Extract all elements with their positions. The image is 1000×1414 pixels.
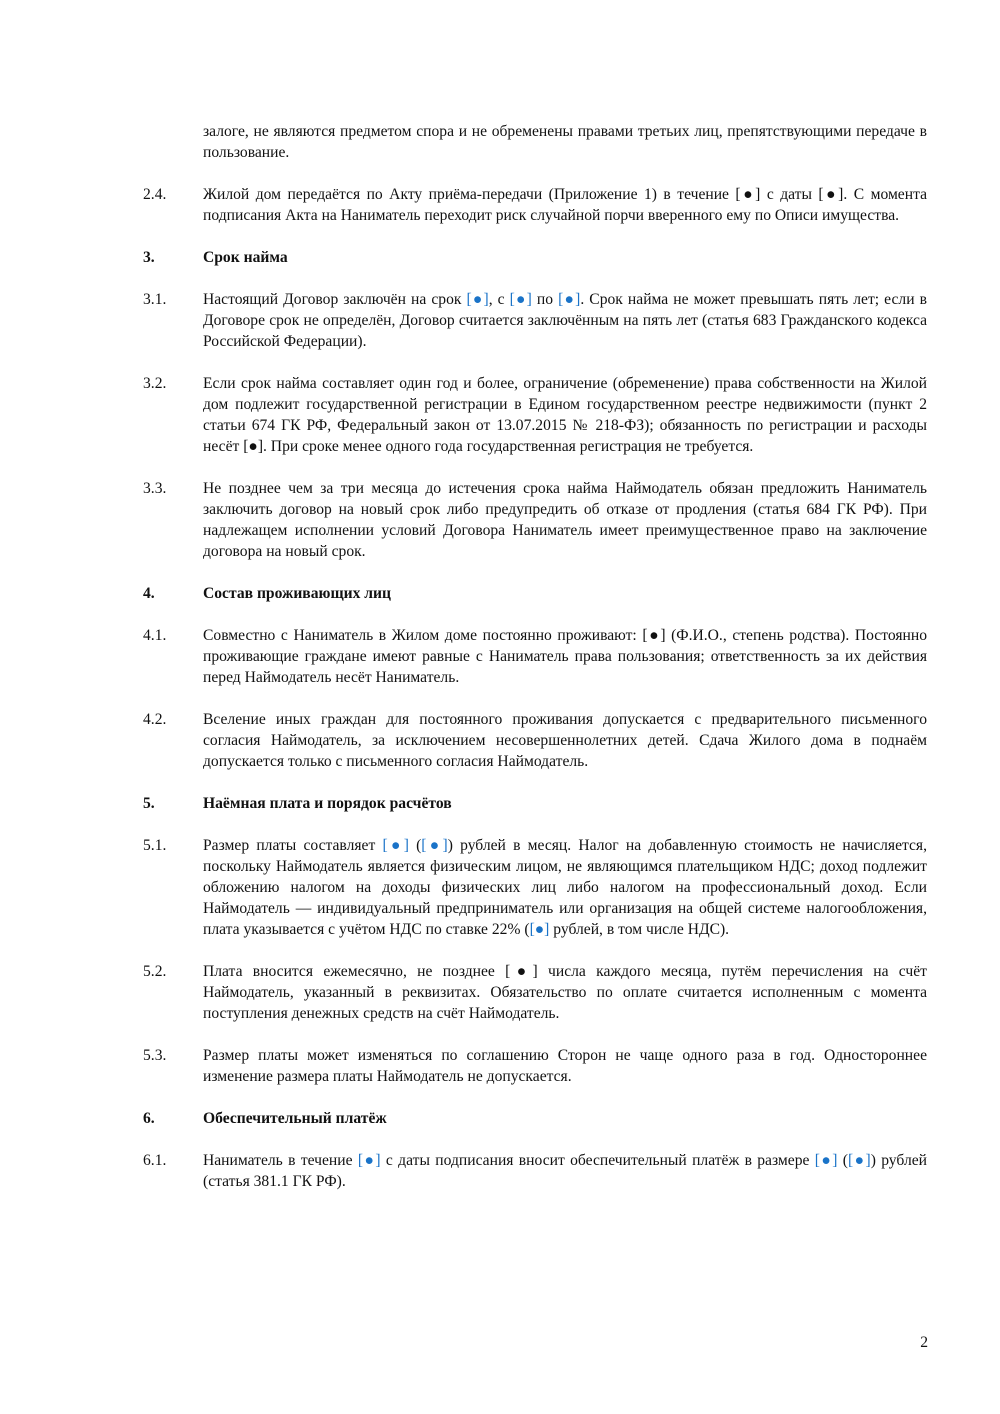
- continuation-paragraph: залоге, не являются предметом спора и не обременены правами третьих лиц, препятствующими передаче в пользование.: [203, 123, 927, 161]
- text-run: . Срок найма не может превышать пять лет; если в Договоре срок не определён, Договор считается заключённым на пять лет (статья 683 Гражданского кодекса Российской Федерации).: [203, 291, 927, 350]
- clause-text: Совместно с Наниматель в Жилом доме постоянно проживают: [●] (Ф.И.О., степень родства). Постоянно проживающие граждане имеют равные с Наниматель права пользования; ответственность за их действия перед Наймодатель несёт Наниматель.: [203, 627, 927, 686]
- clause-4-2: [143, 709, 927, 772]
- text-run: рублей, в том числе НДС).: [549, 921, 730, 938]
- clause-text: Не позднее чем за три месяца до истечения срока найма Наймодатель обязан предложить Наниматель заключить договор на новый срок либо предупредить об отказе от продления (статья 684 ГК РФ). При надлежащем исполнении условий Договора Наниматель имеет преимущественное право на заключение договора на новый срок.: [203, 480, 927, 560]
- clause-text: Вселение иных граждан для постоянного проживания допускается с предварительного письменного согласия Наймодатель, за исключением несовершеннолетних детей. Сдача Жилого дома в поднаём допускается только с письменного согласия Наймодатель.: [203, 711, 927, 770]
- text-run: (: [837, 1152, 848, 1169]
- clause-number: 3.2.: [143, 375, 167, 392]
- clause-2-4: [143, 184, 927, 226]
- clause-number: 6.1.: [143, 1152, 167, 1169]
- text-run: Наниматель в течение: [203, 1152, 358, 1169]
- clause-number: 3.1.: [143, 291, 167, 308]
- section-3-heading: [143, 247, 927, 268]
- clause-6-1: [143, 1150, 927, 1192]
- section-title: Обеспечительный платёж: [203, 1110, 387, 1127]
- section-4-heading: [143, 583, 927, 604]
- placeholder-field[interactable]: [●]: [509, 291, 532, 308]
- clause-5-3: [143, 1045, 927, 1087]
- clause-text: [203, 289, 927, 352]
- document-body: [143, 121, 927, 1213]
- section-number: 3.: [143, 249, 155, 266]
- text-run: по: [531, 291, 559, 308]
- clause-3-1: [143, 289, 927, 352]
- clause-3-3: [143, 478, 927, 562]
- text-run: , с: [488, 291, 510, 308]
- placeholder-field[interactable]: [●]: [382, 837, 409, 854]
- text-run: Размер платы составляет: [203, 837, 383, 854]
- clause-text: Жилой дом передаётся по Акту приёма-передачи (Приложение 1) в течение [●] с даты [●]. С момента подписания Акта на Наниматель переходит риск случайной порчи вверенного ему по Описи имущества.: [203, 186, 927, 224]
- text-run: ) рублей (статья 381.1 ГК РФ).: [203, 1152, 927, 1190]
- placeholder-field[interactable]: [●]: [466, 291, 489, 308]
- section-6-heading: [143, 1108, 927, 1129]
- text-run: (: [408, 837, 422, 854]
- clause-5-1: [143, 835, 927, 940]
- clause-number: 5.2.: [143, 963, 167, 980]
- section-number: 4.: [143, 585, 155, 602]
- page-number: 2: [920, 1334, 928, 1351]
- text-run: ) рублей в месяц. Налог на добавленную стоимость не начисляется, поскольку Наймодатель является физическим лицом, не являющимся плательщиком НДС; доход подлежит обложению налогом на доходы физических лиц либо налогом на профессиональный доход. Если Наймодатель — индивидуальный предприниматель или организация на общей системе налогообложения, плата указывается с учётом НДС по ставке 22% (: [203, 837, 927, 938]
- placeholder-field[interactable]: [●]: [558, 291, 581, 308]
- text-run: с даты подписания вносит обеспечительный платёж в размере: [380, 1152, 815, 1169]
- placeholder-field[interactable]: [●]: [529, 921, 550, 938]
- clause-number: 3.3.: [143, 480, 167, 497]
- placeholder-field[interactable]: [●]: [848, 1152, 871, 1169]
- clause-number: 5.3.: [143, 1047, 167, 1064]
- section-number: 6.: [143, 1110, 155, 1127]
- clause-text: Если срок найма составляет один год и более, ограничение (обременение) права собственности на Жилой дом подлежит государственной регистрации в Едином государственном реестре недвижимости (пункт 2 статьи 674 ГК РФ, Федеральный закон от 13.07.2015 № 218-ФЗ); обязанность по регистрации и расходы несёт [●]. При сроке менее одного года государственная регистрация не требуется.: [203, 375, 927, 455]
- clause-4-1: [143, 625, 927, 688]
- section-number: 5.: [143, 795, 155, 812]
- section-title: Наёмная плата и порядок расчётов: [203, 795, 452, 812]
- text-run: Настоящий Договор заключён на срок: [203, 291, 467, 308]
- placeholder-field[interactable]: [●]: [357, 1152, 381, 1169]
- section-title: Состав проживающих лиц: [203, 585, 392, 602]
- clause-number: 2.4.: [143, 186, 167, 203]
- placeholder-field[interactable]: [●]: [421, 837, 448, 854]
- clause-3-2: [143, 373, 927, 457]
- clause-text: Плата вносится ежемесячно, не позднее [●] числа каждого месяца, путём перечисления на счёт Наймодатель, указанный в реквизитах. Обязательство по оплате считается исполненным с момента поступления денежных средств на счёт Наймодатель.: [203, 963, 927, 1022]
- placeholder-field[interactable]: [●]: [814, 1152, 838, 1169]
- clause-number: 4.1.: [143, 627, 167, 644]
- clause-number: 4.2.: [143, 711, 167, 728]
- clause-5-2: [143, 961, 927, 1024]
- section-title: Срок найма: [203, 249, 288, 266]
- clause-number: 5.1.: [143, 837, 167, 854]
- clause-text: [203, 835, 927, 940]
- section-5-heading: [143, 793, 927, 814]
- clause-text: Размер платы может изменяться по соглашению Сторон не чаще одного раза в год. Одностороннее изменение размера платы Наймодатель не допускается.: [203, 1047, 927, 1085]
- clause-text: [203, 1150, 927, 1192]
